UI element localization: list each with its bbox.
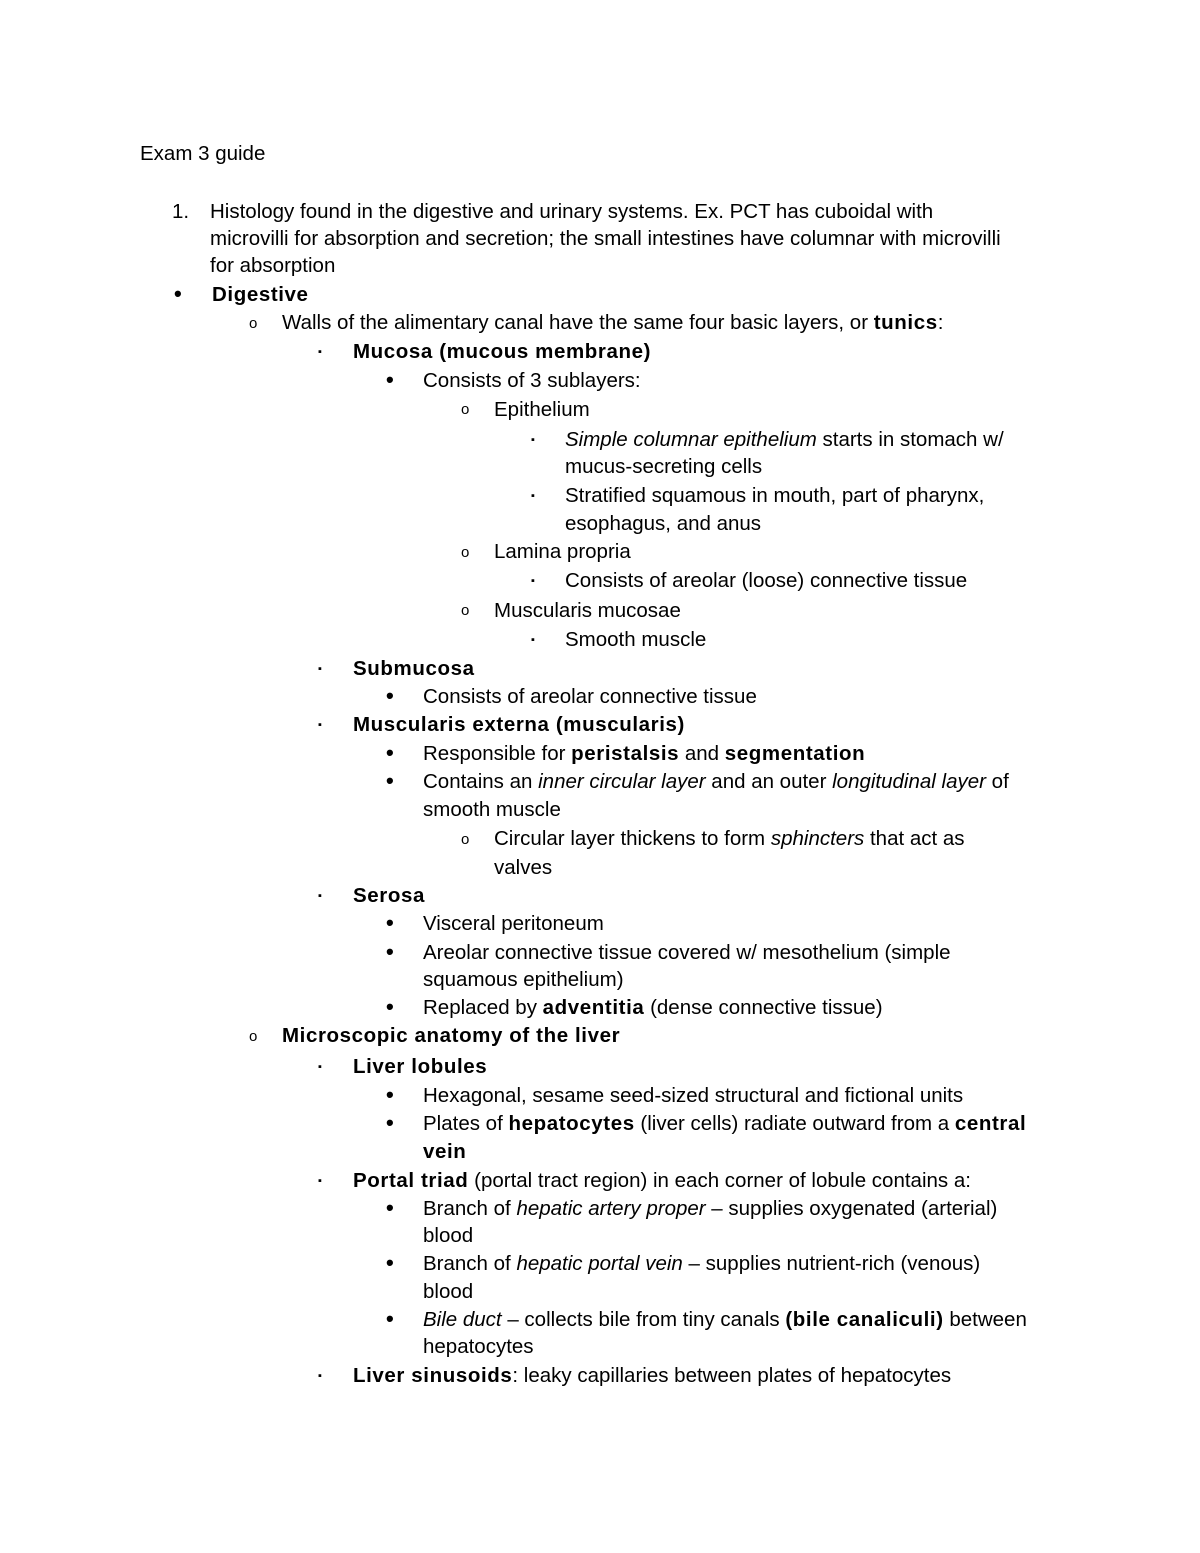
- heading-digestive: Digestive: [212, 283, 309, 306]
- contains-line1: Contains an inner circular layer and an outer longitudinal layer of: [423, 770, 1009, 793]
- submucosa-sub: Consists of areolar connective tissue: [423, 685, 757, 708]
- heading-mucosa: Mucosa (mucous membrane): [353, 340, 652, 363]
- simple-columnar-line1: Simple columnar epithelium starts in stomach w/: [565, 428, 1004, 451]
- sinusoids-text: Liver sinusoids: leaky capillaries between plates of hepatocytes: [353, 1364, 952, 1387]
- plates-line2: vein: [423, 1140, 467, 1163]
- bullet-o: o: [249, 315, 258, 332]
- contains-line2: smooth muscle: [423, 798, 561, 821]
- areolar-covered-line1: Areolar connective tissue covered w/ mesothelium (simple: [423, 941, 951, 964]
- bullet-square: ▪: [318, 346, 322, 358]
- bullet-square: ▪: [318, 663, 322, 675]
- heading-muscularis-externa: Muscularis externa (muscularis): [353, 713, 685, 736]
- heading-liver-lobules: Liver lobules: [353, 1055, 488, 1078]
- lamina-propria: Lamina propria: [494, 540, 631, 563]
- mucosa-sublayers: Consists of 3 sublayers:: [423, 369, 641, 392]
- bullet-dot: •: [386, 1110, 394, 1135]
- bullet-square: ▪: [531, 634, 535, 646]
- visceral-peritoneum: Visceral peritoneum: [423, 912, 604, 935]
- bullet-dot: •: [386, 768, 394, 793]
- heading-submucosa: Submucosa: [353, 657, 475, 680]
- bile-line2: hepatocytes: [423, 1335, 534, 1358]
- item1-line1: Histology found in the digestive and urinary systems. Ex. PCT has cuboidal with: [210, 200, 934, 223]
- responsible-text: Responsible for peristalsis and segmentation: [423, 742, 866, 765]
- portal-vein-line1: Branch of hepatic portal vein – supplies nutrient-rich (venous): [423, 1252, 981, 1275]
- areolar-covered-line2: squamous epithelium): [423, 968, 624, 991]
- bullet-dot: •: [386, 740, 394, 765]
- bullet-square: ▪: [318, 1370, 322, 1382]
- lamina-sub: Consists of areolar (loose) connective tissue: [565, 569, 968, 592]
- bullet-dot: •: [386, 683, 394, 708]
- bullet-square: ▪: [318, 1061, 322, 1073]
- bullet-o: o: [461, 602, 470, 619]
- bullet-o: o: [461, 401, 470, 418]
- bullet-o: o: [461, 831, 470, 848]
- bullet-square: ▪: [318, 1175, 322, 1187]
- muscularis-mucosae: Muscularis mucosae: [494, 599, 681, 622]
- bullet-dot: •: [174, 281, 182, 306]
- artery-line2: blood: [423, 1224, 474, 1247]
- bullet-o: o: [249, 1028, 258, 1045]
- plates-line1: Plates of hepatocytes (liver cells) radiate outward from a central: [423, 1112, 1027, 1135]
- bullet-dot: •: [386, 1250, 394, 1275]
- epithelium: Epithelium: [494, 398, 590, 421]
- replaced-text: Replaced by adventitia (dense connective tissue): [423, 996, 883, 1019]
- bullet-dot: •: [386, 1195, 394, 1220]
- circular-line1: Circular layer thickens to form sphincters that act as: [494, 827, 965, 850]
- bile-line1: Bile duct – collects bile from tiny canals (bile canaliculi) between: [423, 1308, 1027, 1331]
- smooth-muscle: Smooth muscle: [565, 628, 707, 651]
- item1-line3: for absorption: [210, 254, 336, 277]
- heading-microscopic-liver: Microscopic anatomy of the liver: [282, 1024, 621, 1047]
- portal-vein-line2: blood: [423, 1280, 474, 1303]
- bullet-dot: •: [386, 1306, 394, 1331]
- bullet-dot: •: [386, 367, 394, 392]
- stratified-line2: esophagus, and anus: [565, 512, 762, 535]
- stratified-line1: Stratified squamous in mouth, part of pharynx,: [565, 484, 985, 507]
- bullet-square: ▪: [531, 434, 535, 446]
- document-title: Exam 3 guide: [140, 142, 266, 165]
- bullet-square: ▪: [318, 719, 322, 731]
- walls-text: Walls of the alimentary canal have the same four basic layers, or tunics:: [282, 311, 944, 334]
- bullet-dot: •: [386, 1082, 394, 1107]
- bullet-dot: •: [386, 939, 394, 964]
- bullet-dot: •: [386, 910, 394, 935]
- portal-triad-text: Portal triad (portal tract region) in each corner of lobule contains a:: [353, 1169, 971, 1192]
- bullet-dot: •: [386, 994, 394, 1019]
- artery-line1: Branch of hepatic artery proper – supplies oxygenated (arterial): [423, 1197, 998, 1220]
- bullet-square: ▪: [531, 490, 535, 502]
- bullet-square: ▪: [318, 890, 322, 902]
- item1-line2: microvilli for absorption and secretion; the small intestines have columnar with microvilli: [210, 227, 1001, 250]
- bullet-square: ▪: [531, 575, 535, 587]
- list-number: 1.: [172, 200, 190, 223]
- simple-columnar-line2: mucus-secreting cells: [565, 455, 763, 478]
- heading-serosa: Serosa: [353, 884, 425, 907]
- bullet-o: o: [461, 544, 470, 561]
- hexagonal-text: Hexagonal, sesame seed-sized structural and fictional units: [423, 1084, 964, 1107]
- circular-line2: valves: [494, 856, 553, 879]
